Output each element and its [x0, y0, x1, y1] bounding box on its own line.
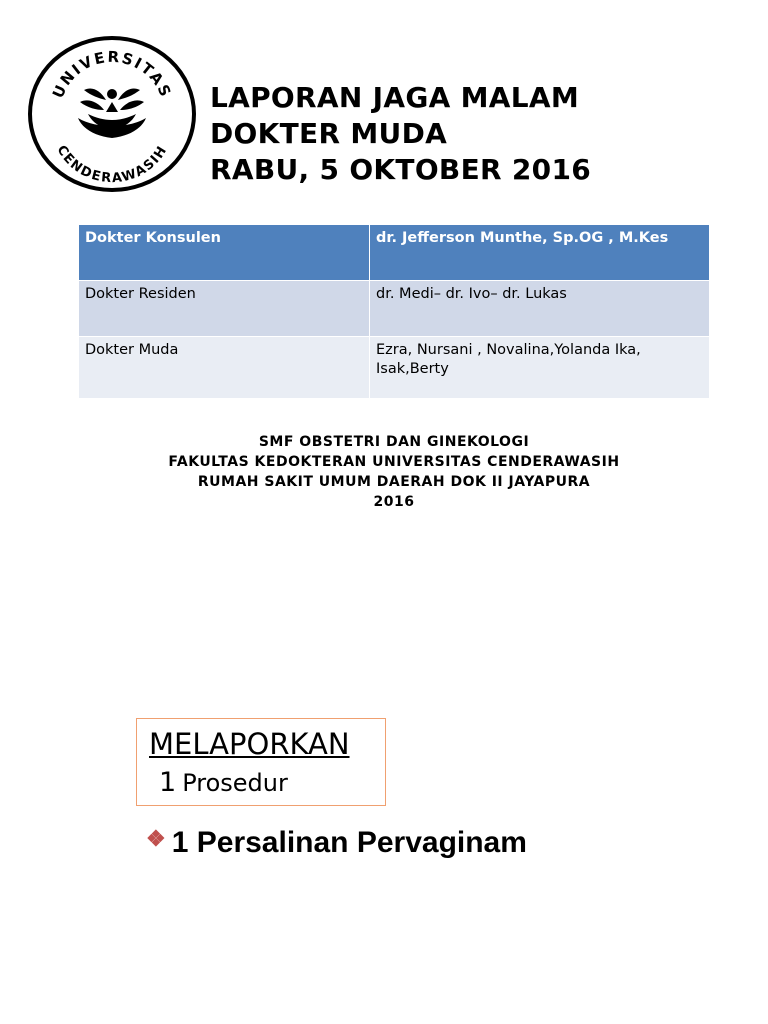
- report-box: [136, 718, 386, 806]
- role-cell: Dokter Muda: [79, 337, 370, 399]
- institution-line-1: SMF OBSTETRI DAN GINEKOLOGI: [258, 434, 530, 450]
- role-cell: Dokter Residen: [79, 281, 370, 337]
- logo-bottom-text: CENDERAWASIH: [53, 142, 171, 187]
- diamond-bullet-icon: ❖: [146, 826, 166, 851]
- title-line-2: DOKTER MUDA: [210, 117, 448, 150]
- university-logo: [22, 30, 202, 198]
- names-cell: Ezra, Nursani , Novalina,Yolanda Ika, Isak,Berty: [370, 337, 710, 399]
- institution-line-2: FAKULTAS KEDOKTERAN UNIVERSITAS CENDERAWASIH: [168, 454, 620, 470]
- institution-year: 2016: [373, 494, 415, 510]
- report-heading: MELAPORKAN: [149, 727, 350, 761]
- report-count: [159, 767, 288, 798]
- procedure-bullet: [146, 826, 527, 860]
- names-cell: dr. Medi– dr. Ivo– dr. Lukas: [370, 281, 710, 337]
- procedure-text: 1 Persalinan Pervaginam: [171, 826, 527, 859]
- report-count-number: 1: [159, 767, 177, 798]
- staff-table: [78, 224, 710, 399]
- table-row: [79, 337, 710, 399]
- title-line-1: LAPORAN JAGA MALAM: [210, 81, 580, 114]
- logo-top-text: UNIVERSITAS: [48, 47, 176, 101]
- report-count-label: Prosedur: [182, 769, 288, 797]
- table-row: [79, 281, 710, 337]
- table-row: [79, 225, 710, 281]
- institution-block: [0, 432, 768, 512]
- cenderawasih-emblem-icon: [22, 30, 202, 198]
- institution-line-3: RUMAH SAKIT UMUM DAERAH DOK II JAYAPURA: [197, 474, 591, 490]
- page-title: [210, 80, 591, 188]
- role-cell: Dokter Konsulen: [79, 225, 370, 281]
- title-line-3: RABU, 5 OKTOBER 2016: [210, 153, 592, 186]
- names-cell: dr. Jefferson Munthe, Sp.OG , M.Kes: [370, 225, 710, 281]
